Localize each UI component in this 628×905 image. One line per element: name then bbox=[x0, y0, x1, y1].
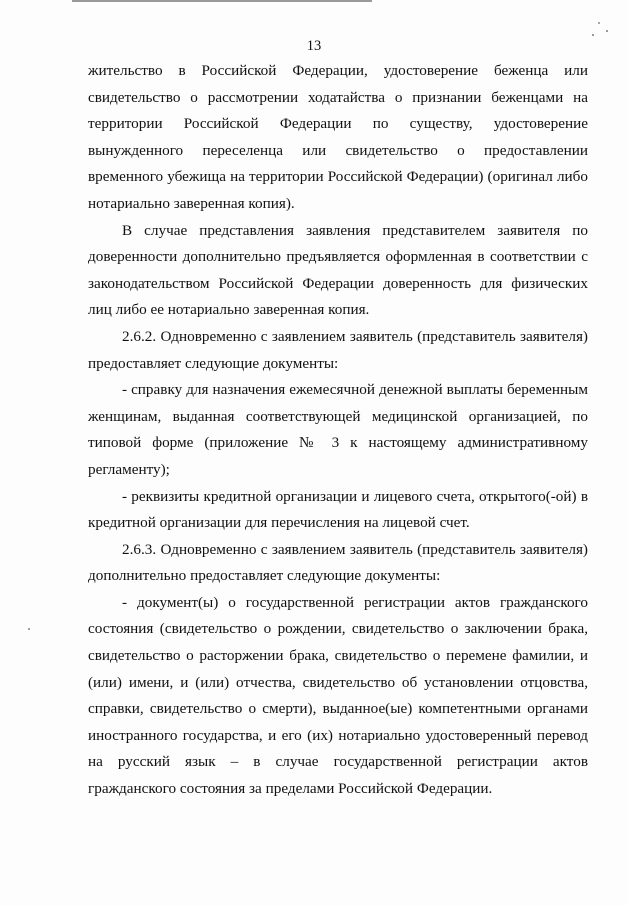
document-body bbox=[88, 58, 588, 803]
paragraph-7: - документ(ы) о государственной регистрации актов гражданского состояния (свидетельство о рождении, свидетельство о заключении брака, свидетельство о расторжении брака, свидетельство о перемене фамилии, и (или) имени, и (или) отчества, свидетельство об установлении отцовства, справки, свидетельство о смерти), выданное(ые) компетентными органами иностранного государства, и его (их) нотариально удостоверенный перевод на русский язык – в случае государственной регистрации актов гражданского состояния за пределами Российской Федерации. bbox=[88, 593, 588, 798]
paragraph-3: 2.6.2. Одновременно с заявлением заявитель (представитель заявителя) предоставляет следующие документы: bbox=[88, 327, 588, 372]
paragraph-4: - справку для назначения ежемесячной денежной выплаты беременным женщинам, выданная соответствующей медицинской организацией, по типовой форме (приложение № 3 к настоящему административному регламенту); bbox=[88, 381, 588, 478]
paragraph-5: - реквизиты кредитной организации и лицевого счета, открытого(-ой) в кредитной организации для перечисления на лицевой счет. bbox=[88, 487, 588, 532]
scan-speck bbox=[598, 22, 600, 24]
paragraph-2: В случае представления заявления представителем заявителя по доверенности дополнительно предъявляется оформленная в соответствии с законодательством Российской Федерации доверенность для физических лиц либо ее нотариально заверенная копия. bbox=[88, 221, 588, 319]
scan-top-rule bbox=[72, 0, 372, 2]
scan-speck bbox=[28, 628, 30, 630]
paragraph-1: жительство в Российской Федерации, удостоверение беженца или свидетельство о рассмотрении ходатайства о признании беженцами на территории Российской Федерации по существу, удостоверение вынужденного переселенца или свидетельство о предоставлении временного убежища на территории Российской Федерации) (оригинал либо нотариально заверенная копия). bbox=[88, 62, 588, 212]
scan-speck bbox=[592, 34, 594, 36]
scan-speck bbox=[606, 30, 608, 32]
page-number: 13 bbox=[306, 38, 322, 54]
paragraph-6: 2.6.3. Одновременно с заявлением заявитель (представитель заявителя) дополнительно предоставляет следующие документы: bbox=[88, 540, 588, 585]
